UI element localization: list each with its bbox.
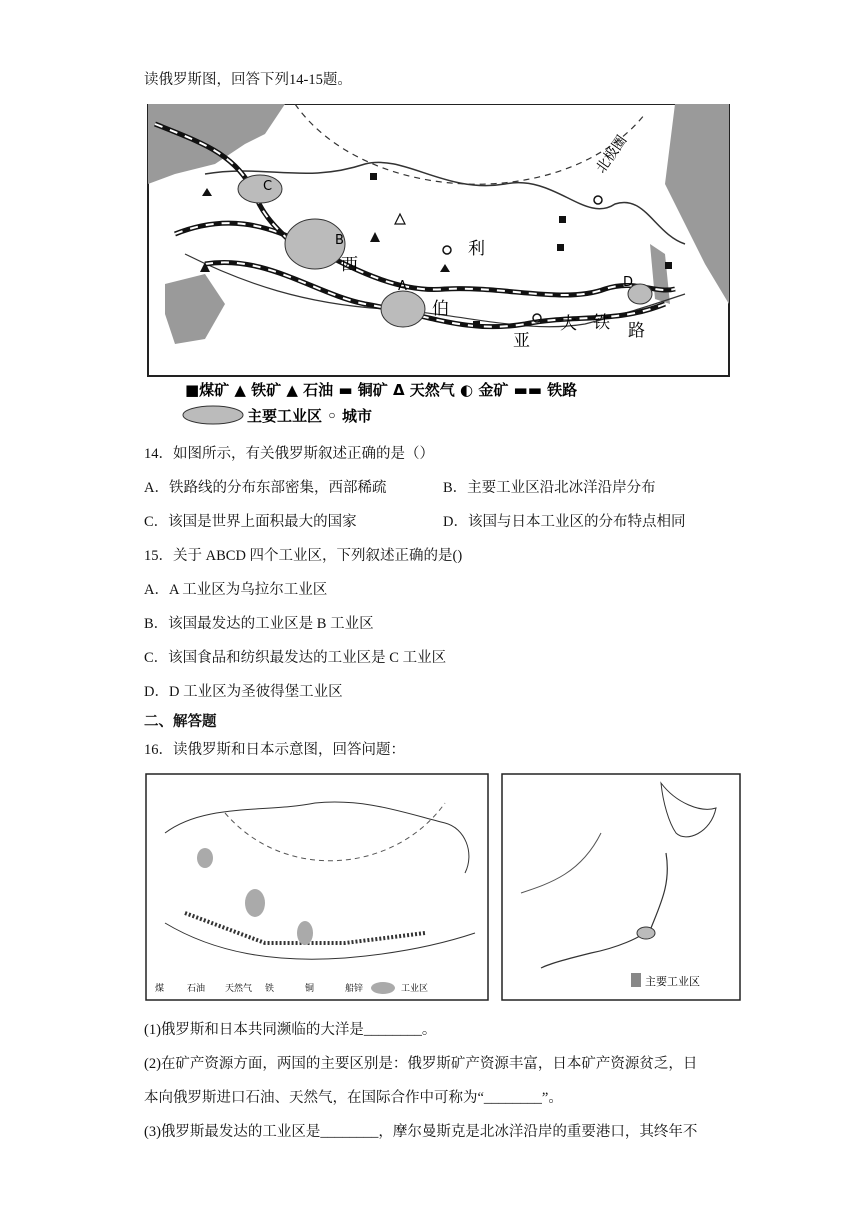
map1-legend-line1: ■煤矿 ▲ 铁矿 ▲ 石油 ▬ 铜矿 Δ 天然气 ◐ 金矿 ▬▬ 铁路: [185, 381, 578, 399]
coal-symbol: [473, 321, 480, 328]
zone-letter-d: D: [623, 275, 634, 290]
region-label-ya: 亚: [513, 331, 530, 351]
legend-zinc: 船锌: [345, 984, 364, 994]
q14-stem: 14．如图所示，有关俄罗斯叙述正确的是（）: [144, 446, 434, 462]
coal-symbol: [557, 244, 564, 251]
legend-copper: 铜: [305, 984, 315, 994]
region-label-tie: 铁: [593, 313, 610, 333]
section-heading: 二、解答题: [144, 714, 217, 730]
russia-outline-map: [145, 773, 489, 1001]
q14-option-b: B．主要工业区沿北冰洋沿岸分布: [443, 480, 656, 496]
q15-option-b: B．该国最发达的工业区是 B 工业区: [144, 616, 374, 632]
region-label-lu: 路: [628, 321, 645, 341]
q16-part2-line1: (2)在矿产资源方面，两国的主要区别是：俄罗斯矿产资源丰富，日本矿产资源贫乏，日: [144, 1056, 698, 1072]
zone-c: [238, 175, 282, 203]
japan-legend: 主要工业区: [645, 975, 700, 988]
industrial-zone: [297, 921, 313, 945]
legend-industrial: 工业区: [401, 984, 429, 994]
q16-part1: (1)俄罗斯和日本共同濒临的大洋是________。: [144, 1022, 437, 1038]
zone-letter-c: C: [263, 179, 273, 194]
q15-stem: 15．关于 ABCD 四个工业区，下列叙述正确的是(): [144, 548, 463, 564]
q14-option-c: C．该国是世界上面积最大的国家: [144, 514, 357, 530]
zone-letter-a: A: [398, 279, 407, 294]
coal-symbol: [665, 262, 672, 269]
region-label-li: 利: [468, 239, 485, 259]
industrial-zone: [197, 848, 213, 868]
arctic-circle-label: 北极圈: [593, 132, 631, 177]
russia-resource-map: [145, 104, 730, 434]
coal-symbol: [370, 173, 377, 180]
industrial-zone: [245, 889, 265, 917]
zone-a: [381, 291, 425, 327]
map1-legend-line2: 主要工业区 ◦ 城市: [247, 407, 373, 425]
q16-stem: 16．读俄罗斯和日本示意图，回答问题：: [144, 742, 405, 758]
legend-oil: 石油: [187, 984, 206, 994]
q16-part2-line2: 本向俄罗斯进口石油、天然气，在国际合作中可称为“________”。: [144, 1090, 563, 1106]
region-label-da: 大: [560, 314, 577, 334]
legend-gas: 天然气: [225, 984, 253, 994]
region-label-bo: 伯: [432, 299, 449, 319]
region-label-xi: 西: [341, 255, 358, 275]
legend-industrial-zone-symbol: [183, 406, 243, 424]
legend-iron: 铁: [265, 984, 275, 994]
q16-part3: (3)俄罗斯最发达的工业区是________，摩尔曼斯克是北冰洋沿岸的重要港口，其终年不: [144, 1124, 698, 1140]
coal-symbol: [559, 216, 566, 223]
legend-coal: 煤: [155, 984, 165, 994]
q14-option-a: A．铁路线的分布东部密集，西部稀疏: [144, 480, 387, 496]
industrial-zone: [637, 927, 655, 939]
q15-option-d: D．D 工业区为圣彼得堡工业区: [144, 684, 343, 700]
q15-option-c: C．该国食品和纺织最发达的工业区是 C 工业区: [144, 650, 447, 666]
q15-option-a: A．A 工业区为乌拉尔工业区: [144, 582, 328, 598]
japan-outline-map: [501, 773, 741, 1001]
intro-text: 读俄罗斯图，回答下列14-15题。: [144, 72, 352, 88]
zone-letter-b: B: [335, 233, 344, 248]
q14-option-d: D．该国与日本工业区的分布特点相同: [443, 514, 686, 530]
